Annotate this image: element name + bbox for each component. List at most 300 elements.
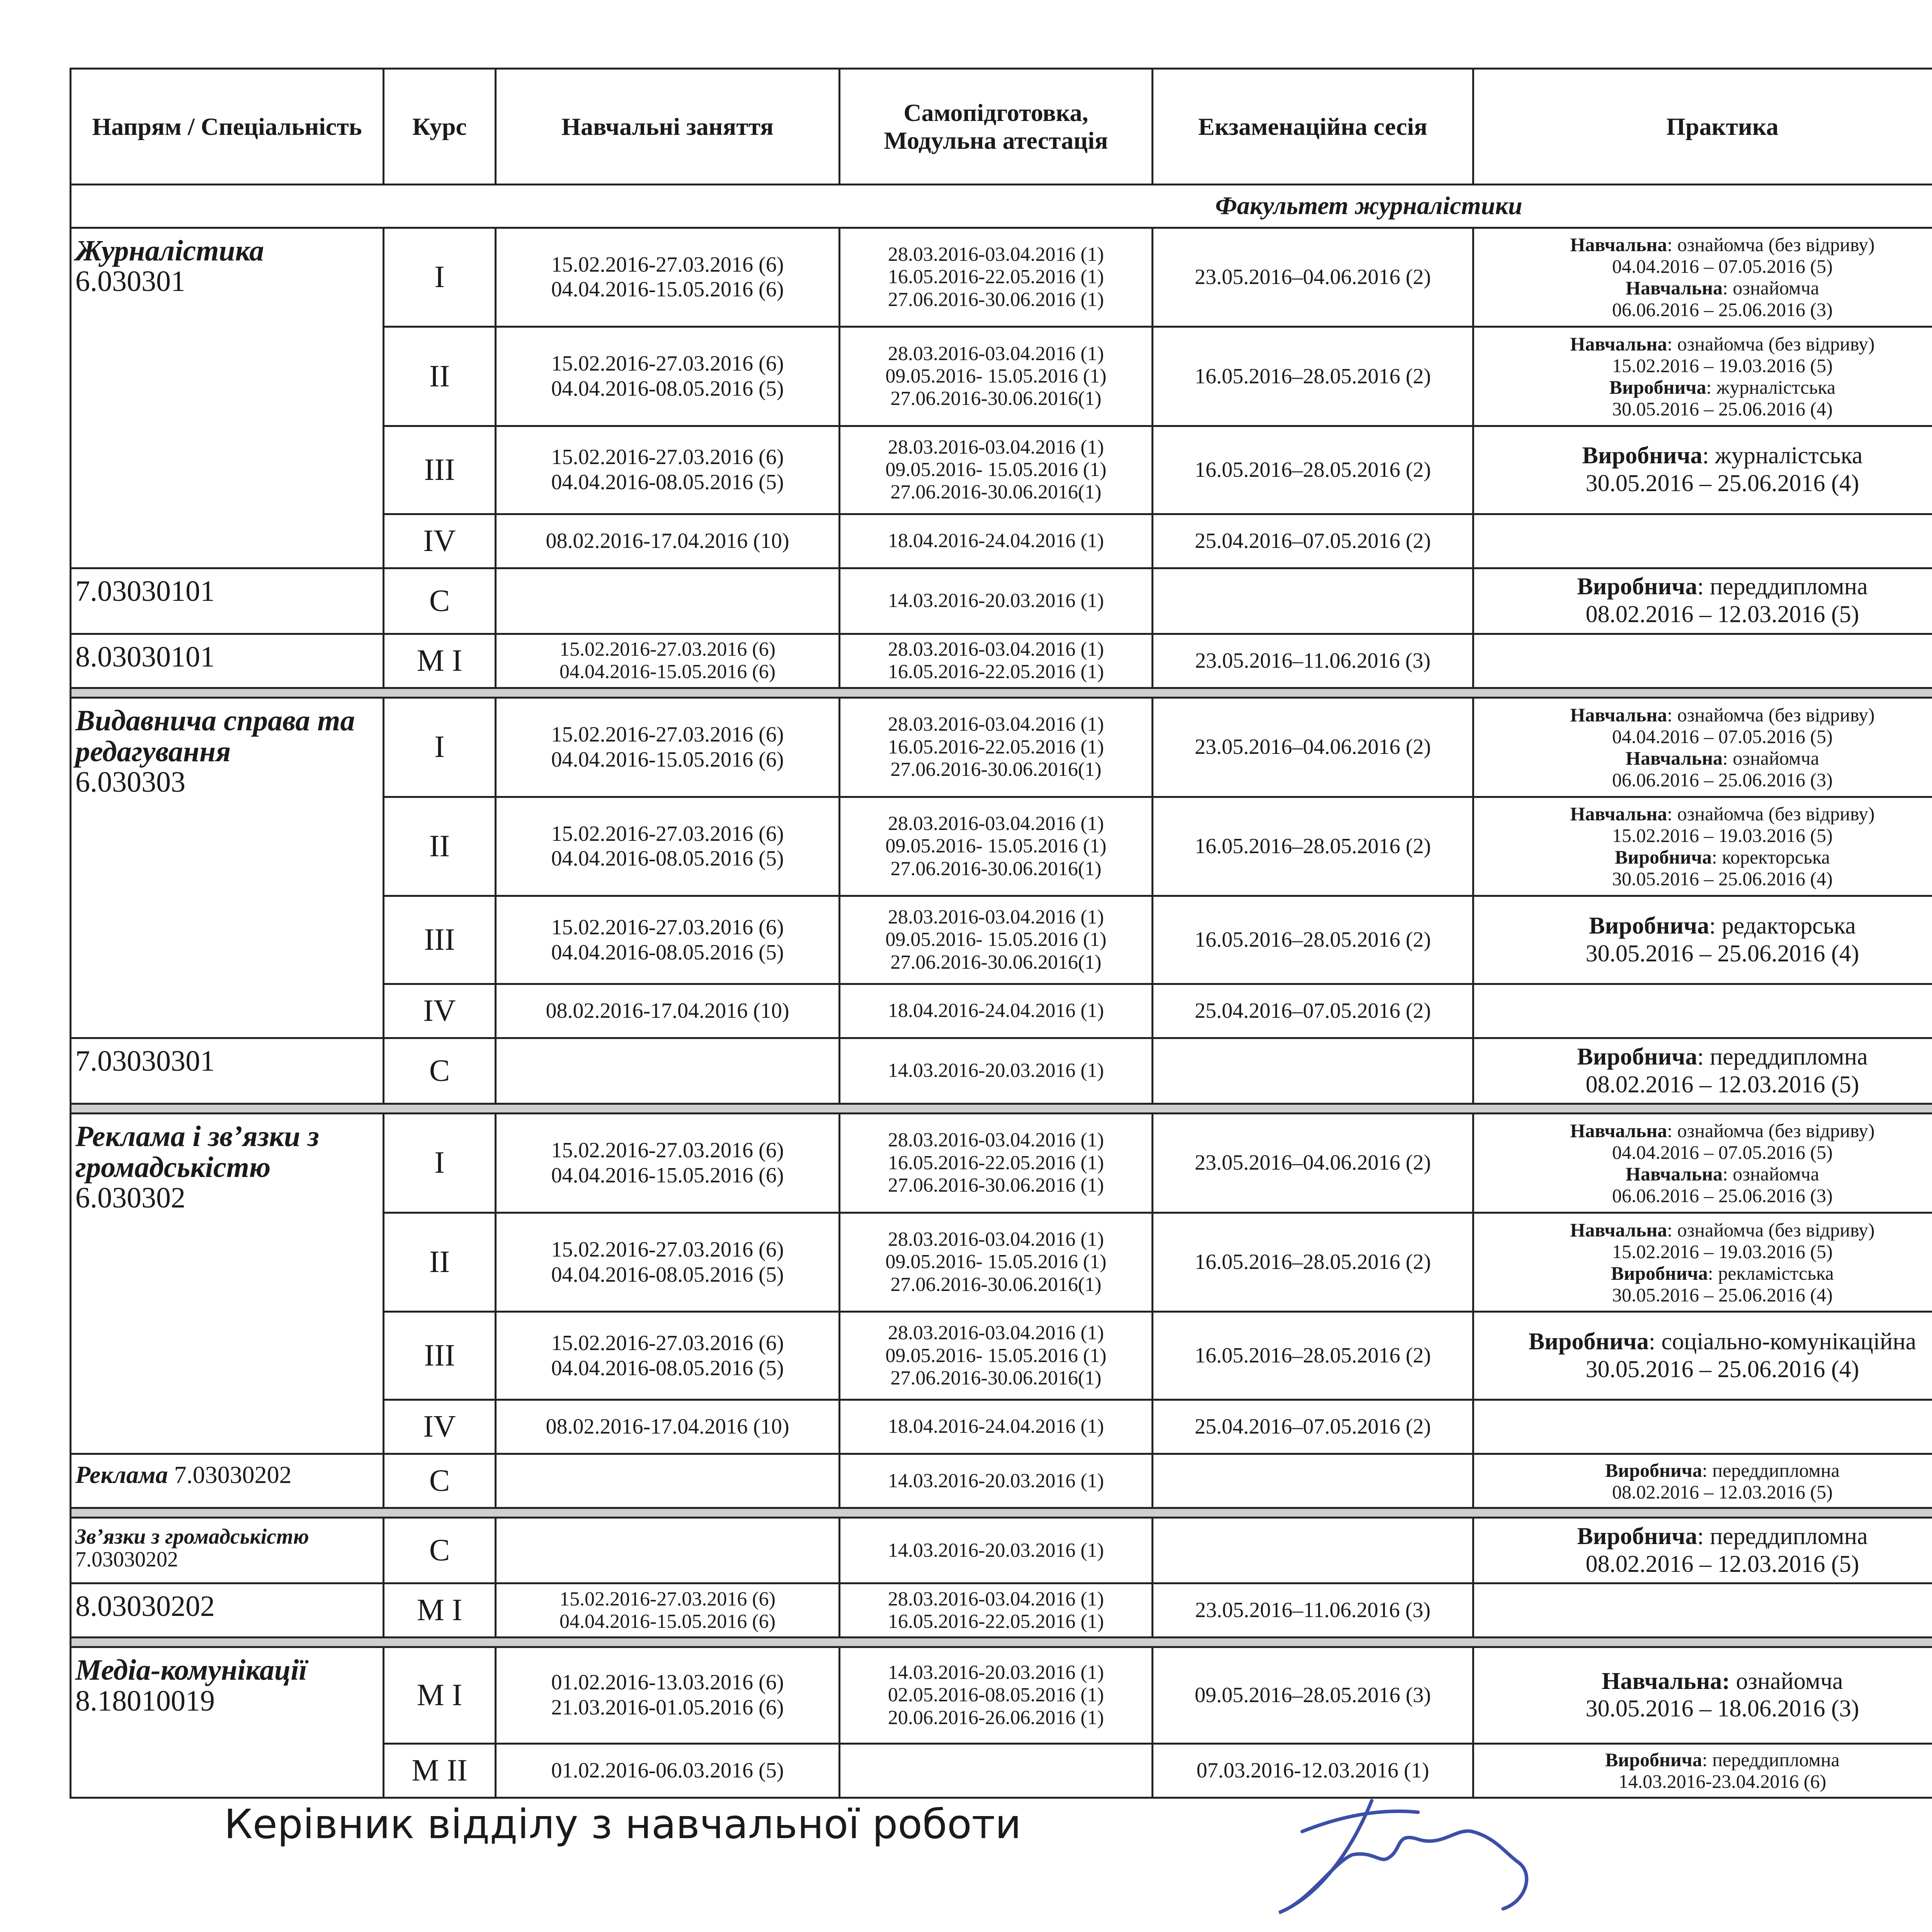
- exam-cell: 23.05.2016–04.06.2016 (2): [1153, 228, 1473, 327]
- self-study-period: 27.06.2016-30.06.2016 (1): [888, 288, 1104, 311]
- section-divider: [71, 688, 1932, 697]
- self-study-period: 09.05.2016- 15.05.2016 (1): [885, 459, 1107, 481]
- course-cell: С: [384, 568, 496, 634]
- practice-line: [1478, 376, 1932, 398]
- practice-line: [1478, 726, 1932, 747]
- self-study-period: 28.03.2016-03.04.2016 (1): [888, 813, 1104, 835]
- self-study-period: 28.03.2016-03.04.2016 (1): [888, 243, 1104, 266]
- practice-line: [1478, 1163, 1932, 1185]
- course-cell: III: [384, 896, 496, 984]
- practice-detail: : переддипломна: [1702, 1459, 1840, 1481]
- classes-cell: [496, 426, 840, 514]
- schedule-sheet: [70, 68, 1932, 1799]
- practice-detail: 30.05.2016 – 25.06.2016 (4): [1585, 470, 1859, 497]
- self-study-period: 18.04.2016-24.04.2016 (1): [888, 1415, 1104, 1438]
- self-study-period: 09.05.2016- 15.05.2016 (1): [885, 1344, 1107, 1367]
- classes-period: 15.02.2016-27.03.2016 (6): [551, 445, 784, 469]
- practice-cell: [1473, 1400, 1932, 1454]
- classes-cell: [496, 1647, 840, 1743]
- practice-detail: 15.02.2016 – 19.03.2016 (5): [1612, 1240, 1833, 1262]
- self-study-cell: [840, 896, 1153, 984]
- classes-cell: [496, 1213, 840, 1312]
- classes-period: 15.02.2016-27.03.2016 (6): [551, 252, 784, 277]
- practice-type: Виробнича: [1577, 1043, 1697, 1070]
- schedule-row: [71, 634, 1932, 688]
- course-cell: С: [384, 1454, 496, 1508]
- practice-type: Навчальна: [1570, 1119, 1667, 1141]
- direction-cell: [71, 1647, 384, 1798]
- practice-cell: [1473, 1038, 1932, 1104]
- exam-cell: [1153, 1518, 1473, 1583]
- direction-name: Реклама: [75, 1461, 168, 1489]
- practice-line: [1478, 277, 1932, 299]
- practice-line: [1478, 769, 1932, 791]
- practice-line: [1478, 1551, 1932, 1578]
- self-study-period: 27.06.2016-30.06.2016(1): [890, 951, 1102, 973]
- self-study-period: 16.05.2016-22.05.2016 (1): [888, 266, 1104, 288]
- classes-cell: [496, 568, 840, 634]
- practice-line: [1478, 1481, 1932, 1503]
- practice-line: [1478, 442, 1932, 470]
- exam-cell: [1153, 1454, 1473, 1508]
- practice-detail: 06.06.2016 – 25.06.2016 (3): [1612, 299, 1833, 321]
- direction-code: 7.03030101: [75, 575, 215, 607]
- practice-cell: [1473, 984, 1932, 1038]
- header-self-study: Самопідготовка, Модульна атестація: [840, 69, 1153, 185]
- header-classes: Навчальні заняття: [496, 69, 840, 185]
- practice-detail: 08.02.2016 – 12.03.2016 (5): [1585, 1071, 1859, 1098]
- practice-detail: : ознайомча (без відриву): [1667, 1119, 1875, 1141]
- self-study-period: 14.03.2016-20.03.2016 (1): [888, 1060, 1104, 1082]
- practice-line: [1478, 1749, 1932, 1770]
- self-study-period: 18.04.2016-24.04.2016 (1): [888, 530, 1104, 552]
- practice-detail: 30.05.2016 – 25.06.2016 (4): [1612, 1284, 1833, 1306]
- classes-period: 04.04.2016-15.05.2016 (6): [560, 1610, 776, 1633]
- self-study-period: 14.03.2016-20.03.2016 (1): [888, 590, 1104, 612]
- course-cell: I: [384, 697, 496, 797]
- self-study-cell: [840, 797, 1153, 896]
- direction-cell: [71, 1113, 384, 1454]
- practice-detail: : журналістська: [1706, 376, 1836, 398]
- classes-cell: [496, 984, 840, 1038]
- direction-cell: [71, 568, 384, 634]
- practice-line: [1478, 573, 1932, 601]
- header-direction: Напрям / Спеціальність: [71, 69, 384, 185]
- exam-cell: 16.05.2016–28.05.2016 (2): [1153, 426, 1473, 514]
- direction-code: 7.03030202: [174, 1461, 292, 1489]
- practice-detail: 08.02.2016 – 12.03.2016 (5): [1585, 601, 1859, 628]
- header-exam: Екзаменаційна сесія: [1153, 69, 1473, 185]
- classes-period: 04.04.2016-08.05.2016 (5): [551, 377, 784, 401]
- course-cell: IV: [384, 514, 496, 568]
- practice-detail: : ознайомча (без відриву): [1667, 333, 1875, 355]
- direction-cell: [71, 228, 384, 568]
- practice-detail: : ознайомча: [1723, 747, 1819, 769]
- self-study-period: 14.03.2016-20.03.2016 (1): [888, 1539, 1104, 1561]
- self-study-cell: [840, 1312, 1153, 1400]
- exam-cell: 23.05.2016–04.06.2016 (2): [1153, 1113, 1473, 1213]
- self-study-cell: [840, 1213, 1153, 1312]
- self-study-period: 18.04.2016-24.04.2016 (1): [888, 1000, 1104, 1022]
- practice-detail: : соціально-комунікаційна: [1648, 1328, 1917, 1355]
- self-study-cell: [840, 1454, 1153, 1508]
- practice-line: [1478, 234, 1932, 255]
- classes-period: 04.04.2016-08.05.2016 (5): [551, 470, 784, 495]
- self-study-period: 16.05.2016-22.05.2016 (1): [888, 1610, 1104, 1633]
- practice-detail: 30.05.2016 – 25.06.2016 (4): [1612, 868, 1833, 890]
- practice-detail: : журналістська: [1702, 442, 1863, 469]
- exam-cell: 25.04.2016–07.05.2016 (2): [1153, 984, 1473, 1038]
- self-study-cell: [840, 568, 1153, 634]
- practice-detail: : редакторська: [1709, 912, 1856, 939]
- self-study-cell: [840, 514, 1153, 568]
- section-divider: [71, 1104, 1932, 1113]
- schedule-body: [71, 185, 1932, 1798]
- direction-code: 6.030303: [75, 766, 185, 799]
- self-study-period: 02.05.2016-08.05.2016 (1): [888, 1684, 1104, 1706]
- self-study-period: 28.03.2016-03.04.2016 (1): [888, 638, 1104, 661]
- self-study-period: 27.06.2016-30.06.2016(1): [890, 1273, 1102, 1296]
- classes-cell: [496, 697, 840, 797]
- practice-cell: [1473, 228, 1932, 327]
- classes-period: 04.04.2016-08.05.2016 (5): [551, 1262, 784, 1287]
- practice-detail: 30.05.2016 – 25.06.2016 (4): [1585, 940, 1859, 967]
- classes-cell: [496, 797, 840, 896]
- course-cell: С: [384, 1518, 496, 1583]
- classes-cell: [496, 1312, 840, 1400]
- direction-code: 7.03030202: [75, 1548, 178, 1572]
- classes-cell: [496, 896, 840, 984]
- self-study-period: 27.06.2016-30.06.2016(1): [890, 758, 1102, 781]
- practice-line: [1478, 1695, 1932, 1723]
- self-study-cell: [840, 634, 1153, 688]
- practice-line: [1478, 1356, 1932, 1384]
- header-practice: Практика: [1473, 69, 1932, 185]
- practice-type: Виробнича: [1605, 1749, 1702, 1771]
- classes-cell: [496, 1518, 840, 1583]
- self-study-period: 27.06.2016-30.06.2016(1): [890, 481, 1102, 503]
- exam-cell: 25.04.2016–07.05.2016 (2): [1153, 514, 1473, 568]
- schedule-row: [71, 1113, 1932, 1213]
- course-cell: I: [384, 228, 496, 327]
- practice-type: Виробнича: [1582, 442, 1702, 469]
- classes-cell: [496, 1400, 840, 1454]
- self-study-period: 14.03.2016-20.03.2016 (1): [888, 1469, 1104, 1492]
- classes-period: 04.04.2016-15.05.2016 (6): [551, 277, 784, 302]
- header-row: [71, 69, 1932, 185]
- practice-line: [1478, 1071, 1932, 1099]
- practice-line: [1478, 1523, 1932, 1551]
- classes-period: 08.02.2016-17.04.2016 (10): [546, 529, 789, 553]
- practice-type: Виробнича: [1615, 846, 1712, 868]
- exam-cell: 16.05.2016–28.05.2016 (2): [1153, 1312, 1473, 1400]
- self-study-period: 16.05.2016-22.05.2016 (1): [888, 661, 1104, 683]
- direction-name: Зв’язки з громадськістю: [75, 1525, 309, 1549]
- practice-detail: : переддипломна: [1702, 1749, 1840, 1771]
- practice-detail: : коректорська: [1711, 846, 1830, 868]
- practice-detail: : ознайомча: [1723, 1163, 1819, 1185]
- self-study-cell: [840, 1038, 1153, 1104]
- classes-cell: [496, 1113, 840, 1213]
- practice-detail: 15.02.2016 – 19.03.2016 (5): [1612, 355, 1833, 377]
- self-study-period: 09.05.2016- 15.05.2016 (1): [885, 365, 1107, 388]
- schedule-row: [71, 1583, 1932, 1638]
- self-study-cell: [840, 327, 1153, 426]
- practice-detail: : ознайомча (без відриву): [1667, 234, 1875, 256]
- section-divider: [71, 1638, 1932, 1647]
- practice-line: [1478, 355, 1932, 376]
- practice-type: Навчальна:: [1602, 1668, 1730, 1694]
- practice-detail: 04.04.2016 – 07.05.2016 (5): [1612, 1141, 1833, 1163]
- practice-type: Виробнича: [1577, 573, 1697, 600]
- self-study-cell: [840, 228, 1153, 327]
- practice-detail: : ознайомча (без відриву): [1667, 704, 1875, 726]
- direction-code: 8.03030202: [75, 1590, 215, 1623]
- self-study-period: 27.06.2016-30.06.2016(1): [890, 1367, 1102, 1389]
- header-course: Курс: [384, 69, 496, 185]
- classes-period: 21.03.2016-01.05.2016 (6): [551, 1696, 784, 1720]
- exam-cell: 16.05.2016–28.05.2016 (2): [1153, 896, 1473, 984]
- practice-type: Навчальна: [1570, 234, 1667, 256]
- faculty-title: Факультет журналістики: [71, 185, 1932, 228]
- direction-cell: [71, 697, 384, 1038]
- self-study-cell: [840, 1647, 1153, 1743]
- classes-period: 04.04.2016-15.05.2016 (6): [560, 661, 776, 683]
- self-study-period: 27.06.2016-30.06.2016(1): [890, 388, 1102, 410]
- practice-line: [1478, 1141, 1932, 1163]
- exam-cell: 16.05.2016–28.05.2016 (2): [1153, 327, 1473, 426]
- practice-type: Виробнича: [1605, 1459, 1702, 1481]
- practice-line: [1478, 868, 1932, 889]
- practice-type: Виробнича: [1611, 1262, 1708, 1284]
- practice-cell: [1473, 634, 1932, 688]
- exam-cell: [1153, 1038, 1473, 1104]
- self-study-period: 27.06.2016-30.06.2016 (1): [888, 1174, 1104, 1196]
- self-study-period: 16.05.2016-22.05.2016 (1): [888, 1151, 1104, 1174]
- practice-detail: : переддипломна: [1697, 1523, 1868, 1549]
- self-study-period: 09.05.2016- 15.05.2016 (1): [885, 929, 1107, 951]
- practice-detail: : переддипломна: [1697, 1043, 1868, 1070]
- practice-detail: 06.06.2016 – 25.06.2016 (3): [1612, 769, 1833, 791]
- practice-detail: ознайомча: [1730, 1668, 1843, 1694]
- exam-cell: 07.03.2016-12.03.2016 (1): [1153, 1743, 1473, 1798]
- practice-cell: [1473, 1312, 1932, 1400]
- schedule-row: [71, 697, 1932, 797]
- self-study-period: 09.05.2016- 15.05.2016 (1): [885, 1251, 1107, 1273]
- practice-line: [1478, 846, 1932, 868]
- direction-name: Реклама і зв’язки з громадськістю: [75, 1120, 319, 1184]
- classes-cell: [496, 327, 840, 426]
- schedule-table: [70, 68, 1932, 1799]
- exam-cell: 09.05.2016–28.05.2016 (3): [1153, 1647, 1473, 1743]
- classes-cell: [496, 1454, 840, 1508]
- self-study-cell: [840, 1400, 1153, 1454]
- exam-cell: 23.05.2016–04.06.2016 (2): [1153, 697, 1473, 797]
- practice-line: [1478, 1284, 1932, 1306]
- practice-line: [1478, 333, 1932, 355]
- practice-cell: [1473, 697, 1932, 797]
- classes-cell: [496, 634, 840, 688]
- signature-image: [1256, 1785, 1565, 1924]
- direction-code: 6.030301: [75, 265, 185, 298]
- self-study-cell: [840, 984, 1153, 1038]
- section-divider: [71, 1508, 1932, 1518]
- course-cell: М I: [384, 1583, 496, 1638]
- course-cell: II: [384, 1213, 496, 1312]
- classes-cell: [496, 1583, 840, 1638]
- classes-period: 15.02.2016-27.03.2016 (6): [560, 1588, 776, 1610]
- practice-type: Виробнича: [1528, 1328, 1649, 1355]
- classes-period: 04.04.2016-08.05.2016 (5): [551, 1356, 784, 1380]
- practice-type: Виробнича: [1589, 912, 1709, 939]
- classes-period: 15.02.2016-27.03.2016 (6): [551, 1237, 784, 1262]
- practice-detail: 15.02.2016 – 19.03.2016 (5): [1612, 825, 1833, 847]
- classes-period: 15.02.2016-27.03.2016 (6): [560, 638, 776, 661]
- self-study-period: 14.03.2016-20.03.2016 (1): [888, 1662, 1104, 1684]
- schedule-row: [71, 1454, 1932, 1508]
- practice-cell: [1473, 426, 1932, 514]
- exam-cell: 16.05.2016–28.05.2016 (2): [1153, 797, 1473, 896]
- classes-period: 04.04.2016-15.05.2016 (6): [551, 1163, 784, 1187]
- exam-cell: 23.05.2016–11.06.2016 (3): [1153, 1583, 1473, 1638]
- course-cell: IV: [384, 1400, 496, 1454]
- practice-type: Навчальна: [1626, 277, 1723, 299]
- practice-type: Навчальна: [1570, 333, 1667, 355]
- practice-line: [1478, 825, 1932, 846]
- practice-type: Навчальна: [1626, 747, 1723, 769]
- practice-cell: [1473, 327, 1932, 426]
- direction-code: 8.18010019: [75, 1685, 215, 1718]
- classes-period: 04.04.2016-08.05.2016 (5): [551, 847, 784, 871]
- practice-detail: : переддипломна: [1697, 573, 1868, 600]
- classes-period: 15.02.2016-27.03.2016 (6): [551, 915, 784, 939]
- practice-line: [1478, 1459, 1932, 1481]
- classes-period: 15.02.2016-27.03.2016 (6): [551, 1331, 784, 1355]
- course-cell: М II: [384, 1743, 496, 1798]
- exam-cell: 25.04.2016–07.05.2016 (2): [1153, 1400, 1473, 1454]
- exam-cell: [1153, 568, 1473, 634]
- self-study-period: 16.05.2016-22.05.2016 (1): [888, 736, 1104, 758]
- practice-line: [1478, 470, 1932, 498]
- practice-line: [1478, 1262, 1932, 1284]
- practice-type: Навчальна: [1570, 803, 1667, 825]
- practice-line: [1478, 704, 1932, 726]
- course-cell: II: [384, 797, 496, 896]
- exam-cell: 16.05.2016–28.05.2016 (2): [1153, 1213, 1473, 1312]
- practice-line: [1478, 803, 1932, 825]
- practice-cell: [1473, 1647, 1932, 1743]
- course-cell: М I: [384, 1647, 496, 1743]
- self-study-cell: [840, 426, 1153, 514]
- practice-detail: : рекламістська: [1708, 1262, 1834, 1284]
- direction-code: 7.03030301: [75, 1045, 215, 1078]
- classes-period: 01.02.2016-06.03.2016 (5): [551, 1758, 784, 1782]
- schedule-row: [71, 1038, 1932, 1104]
- self-study-cell: [840, 697, 1153, 797]
- practice-line: [1478, 747, 1932, 769]
- classes-period: 15.02.2016-27.03.2016 (6): [551, 1138, 784, 1162]
- course-cell: М I: [384, 634, 496, 688]
- practice-detail: 30.05.2016 – 25.06.2016 (4): [1585, 1356, 1859, 1383]
- practice-line: [1478, 1241, 1932, 1262]
- practice-line: [1478, 1219, 1932, 1241]
- direction-name: Журналістика: [75, 234, 264, 267]
- self-study-period: 28.03.2016-03.04.2016 (1): [888, 436, 1104, 458]
- practice-detail: 06.06.2016 – 25.06.2016 (3): [1612, 1184, 1833, 1206]
- classes-cell: [496, 1038, 840, 1104]
- practice-cell: [1473, 896, 1932, 984]
- self-study-period: 27.06.2016-30.06.2016(1): [890, 857, 1102, 880]
- self-study-period: 20.06.2016-26.06.2016 (1): [888, 1706, 1104, 1729]
- self-study-period: 09.05.2016- 15.05.2016 (1): [885, 835, 1107, 857]
- course-cell: II: [384, 327, 496, 426]
- practice-detail: 04.04.2016 – 07.05.2016 (5): [1612, 255, 1833, 277]
- practice-line: [1478, 912, 1932, 940]
- direction-cell: [71, 1518, 384, 1583]
- schedule-row: [71, 1518, 1932, 1583]
- practice-detail: 30.05.2016 – 18.06.2016 (3): [1585, 1696, 1859, 1722]
- course-cell: I: [384, 1113, 496, 1213]
- faculty-row: [71, 185, 1932, 228]
- self-study-period: 28.03.2016-03.04.2016 (1): [888, 1129, 1104, 1151]
- practice-line: [1478, 398, 1932, 420]
- practice-detail: 04.04.2016 – 07.05.2016 (5): [1612, 725, 1833, 747]
- self-study-period: 28.03.2016-03.04.2016 (1): [888, 342, 1104, 365]
- direction-code: 8.03030101: [75, 640, 215, 673]
- practice-detail: 08.02.2016 – 12.03.2016 (5): [1612, 1481, 1833, 1503]
- practice-line: [1478, 1043, 1932, 1071]
- practice-line: [1478, 940, 1932, 968]
- classes-cell: [496, 228, 840, 327]
- course-cell: С: [384, 1038, 496, 1104]
- practice-line: [1478, 601, 1932, 629]
- direction-cell: [71, 1583, 384, 1638]
- classes-period: 08.02.2016-17.04.2016 (10): [546, 1415, 789, 1439]
- practice-cell: [1473, 514, 1932, 568]
- footer-position: Керівник відділу з навчальної роботи: [224, 1801, 1021, 1848]
- self-study-cell: [840, 1113, 1153, 1213]
- direction-code: 6.030302: [75, 1182, 185, 1214]
- practice-line: [1478, 1668, 1932, 1696]
- practice-cell: [1473, 568, 1932, 634]
- schedule-row: [71, 1647, 1932, 1743]
- practice-detail: 30.05.2016 – 25.06.2016 (4): [1612, 398, 1833, 420]
- course-cell: III: [384, 1312, 496, 1400]
- practice-detail: : ознайомча (без відриву): [1667, 803, 1875, 825]
- practice-detail: 08.02.2016 – 12.03.2016 (5): [1585, 1551, 1859, 1577]
- practice-type: Навчальна: [1570, 704, 1667, 726]
- direction-cell: [71, 1038, 384, 1104]
- classes-period: 01.02.2016-13.03.2016 (6): [551, 1670, 784, 1695]
- exam-cell: 23.05.2016–11.06.2016 (3): [1153, 634, 1473, 688]
- practice-detail: : ознайомча: [1723, 277, 1819, 299]
- classes-period: 04.04.2016-08.05.2016 (5): [551, 940, 784, 964]
- classes-period: 04.04.2016-15.05.2016 (6): [551, 747, 784, 772]
- practice-line: [1478, 1185, 1932, 1206]
- course-cell: IV: [384, 984, 496, 1038]
- self-study-cell: [840, 1743, 1153, 1798]
- practice-cell: [1473, 1518, 1932, 1583]
- classes-period: 15.02.2016-27.03.2016 (6): [551, 821, 784, 846]
- practice-type: Навчальна: [1570, 1219, 1667, 1241]
- practice-type: Виробнича: [1609, 376, 1706, 398]
- self-study-period: 28.03.2016-03.04.2016 (1): [888, 1228, 1104, 1251]
- practice-line: [1478, 1120, 1932, 1141]
- practice-detail: 14.03.2016-23.04.2016 (6): [1618, 1770, 1827, 1793]
- practice-cell: [1473, 1213, 1932, 1312]
- practice-line: [1478, 1328, 1932, 1356]
- classes-period: 08.02.2016-17.04.2016 (10): [546, 999, 789, 1023]
